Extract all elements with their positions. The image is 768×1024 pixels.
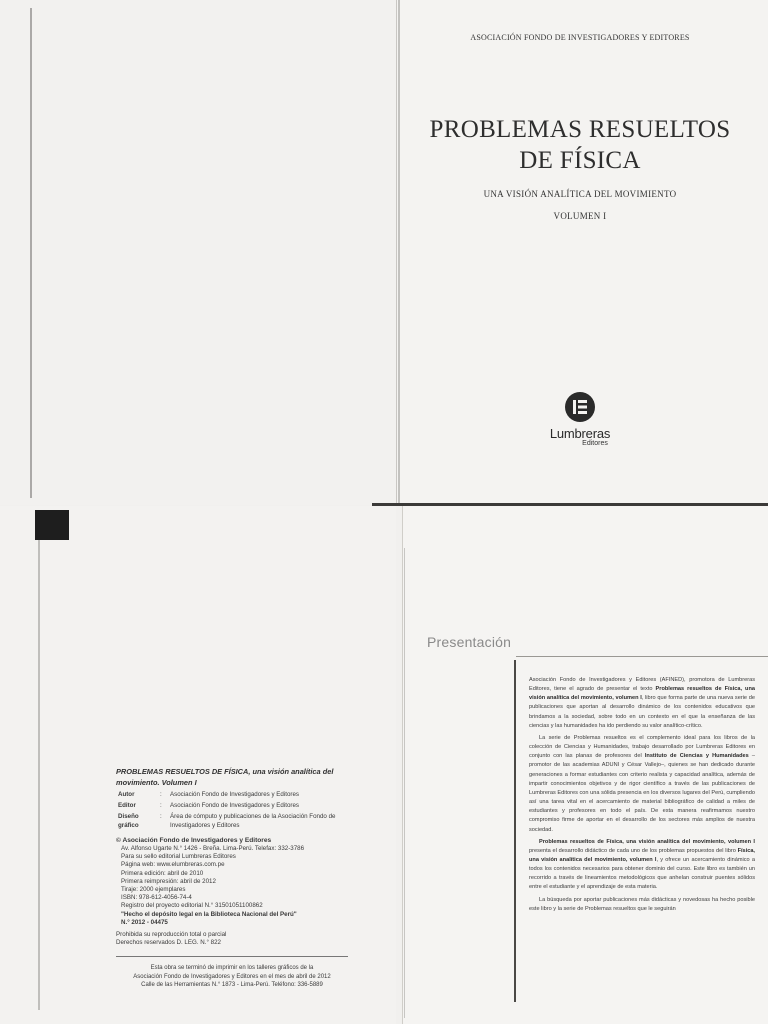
print-run: Tiraje: 2000 ejemplares — [121, 886, 186, 894]
first-edition: Primera edición: abril de 2010 — [121, 869, 204, 877]
credits-colon: : — [160, 791, 162, 798]
rights-note: Derechos reservados D. LEG. N.° 822 — [116, 939, 221, 947]
page-fold-line-bottom — [404, 548, 405, 1018]
paragraph: La búsqueda por aportar publicaciones más didácticas y novedosas ha hecho posible este libro y la serie de Problemas resueltos que le seguirán — [529, 896, 755, 912]
legal-deposit: "Hecho el depósito legal en la Biblioteca Nacional del Perú" — [121, 910, 297, 918]
seal-line: Para su sello editorial Lumbreras Editores — [121, 853, 236, 861]
book-subtitle: UNA VISIÓN ANALÍTICA DEL MOVIMIENTO — [483, 189, 677, 199]
web-line: Página web: www.elumbreras.com.pe — [121, 861, 225, 869]
side-rule — [514, 660, 516, 1002]
page-edge-line-bottom — [38, 540, 40, 1010]
credits-value: Asociación Fondo de Investigadores y Editores — [170, 802, 299, 809]
credits-row — [116, 790, 348, 799]
logo-name: Lumbreras — [549, 426, 611, 441]
heading-rule — [516, 656, 768, 657]
credits-row — [116, 801, 348, 810]
reprint: Primera reimpresión: abril de 2012 — [121, 877, 216, 885]
paragraph: La serie de Problemas resueltos es el complemento ideal para los libros de la colección de Ciencias y Humanidades, trabajo desarrollado por Lumbreras Editores en conjunto con las planas de profesores del Instituto de Ciencias y Humanidades –promotor de las academias ADUNI y César Vallejo–, quienes se han dedicado durante generaciones a formar estudiantes con criterio realista y capacidad analítica, además de impartir conocimientos objetivos y de rigor científico a través de las publicaciones de Lumbreras Editores con una sólida presencia en los diversos lugares del Perú, cumpliendo así una tarea vital en el acercamiento de material bibliográfico de calidad a miles de estudiantes y profesores en todo el país. De esta manera reafirmamos nuestro compromiso firme de aportar en el desarrollo de los sectores más amplios de nuestra sociedad. — [529, 734, 756, 833]
credits-block — [116, 766, 348, 990]
book-title — [410, 114, 750, 176]
credits-title: PROBLEMAS RESUELTOS DE FÍSICA, una visión analítica del movimiento. Volumen I — [116, 767, 334, 787]
publisher-logo — [530, 392, 630, 447]
credits-value: Área de cómputo y publicaciones de la Asociación Fondo de Investigadores y Editores — [170, 813, 336, 829]
paragraph: Problemas resueltos de Física, una visión analítica del movimiento, volumen I presenta el desarrollo didáctico de cada uno de los problemas propuestos del libro Física, una visión analítica del movimiento, volumen I, y ofrece un acercamiento dinámico a todos los contenidos necesarios para obtener dominio del curso. Este libro es también un recorrido a través de lineamientos metodológicos que anhelan construir puentes sólidos entre el estudiante y el aprendizaje de esta materia. — [529, 838, 755, 891]
address: Av. Alfonso Ugarte N.° 1426 - Breña. Lima-Perú. Telefax: 332-3786 — [121, 845, 305, 852]
credits-colon: : — [160, 813, 162, 820]
prohibited-note: Prohibida su reproducción total o parcial — [116, 931, 227, 939]
credits-row — [116, 812, 348, 830]
blank-page-top-left — [0, 0, 396, 505]
logo-subtitle: Editores — [582, 440, 608, 447]
credits-label: Editor — [118, 802, 136, 809]
credits-value: Asociación Fondo de Investigadores y Editores — [170, 791, 299, 798]
page-edge-line — [30, 8, 32, 498]
colophon-line: Asociación Fondo de Investigadores y Editores en el mes de abril de 2012 — [133, 973, 331, 980]
isbn: ISBN: 978-612-4056-74-4 — [121, 894, 192, 902]
copyright-org: © Asociación Fondo de Investigadores y Editores — [116, 837, 272, 844]
presentation-body — [529, 676, 755, 917]
colophon-line: Esta obra se terminó de imprimir en los talleres gráficos de la — [150, 965, 314, 972]
lumbreras-logo-icon — [565, 392, 595, 422]
credits-label: Autor — [118, 791, 135, 798]
colophon-line: Calle de las Herramientas N.° 1873 - Lima-Perú. Teléfono: 336-5889 — [141, 982, 323, 989]
project-registry: Registro del proyecto editorial N.° 31501051100862 — [121, 902, 263, 910]
credits-label: Diseño gráfico — [118, 813, 139, 829]
book-title-line-1: PROBLEMAS RESUELTOS — [429, 116, 731, 143]
credits-colon: : — [160, 802, 162, 809]
book-volume: VOLUMEN I — [553, 211, 607, 221]
legal-number: N.° 2012 - 04475 — [121, 918, 168, 926]
book-title-line-2: DE FÍSICA — [519, 147, 641, 174]
publisher-header: ASOCIACIÓN FONDO DE INVESTIGADORES Y EDITORES — [470, 33, 690, 42]
presentation-heading: Presentación — [427, 634, 512, 650]
scan-artifact — [35, 510, 69, 540]
page-fold-line — [398, 0, 400, 505]
colophon — [116, 956, 348, 989]
paragraph: Asociación Fondo de Investigadores y Editores (AFINED), promotora de Lumbreras Editores, tiene el agrado de presentar el texto Problemas resueltos de Física, una visión analítica del movimiento, volumen I, libro que forma parte de una nueva serie de publicaciones que aportan al desarrollo dinámico de los contenidos educativos que brindamos a la sociedad, sobre todo en un contexto en el que la enseñanza de las ciencias y las humanidades ha ido perdiendo su valor analítico-crítico. — [529, 677, 755, 729]
